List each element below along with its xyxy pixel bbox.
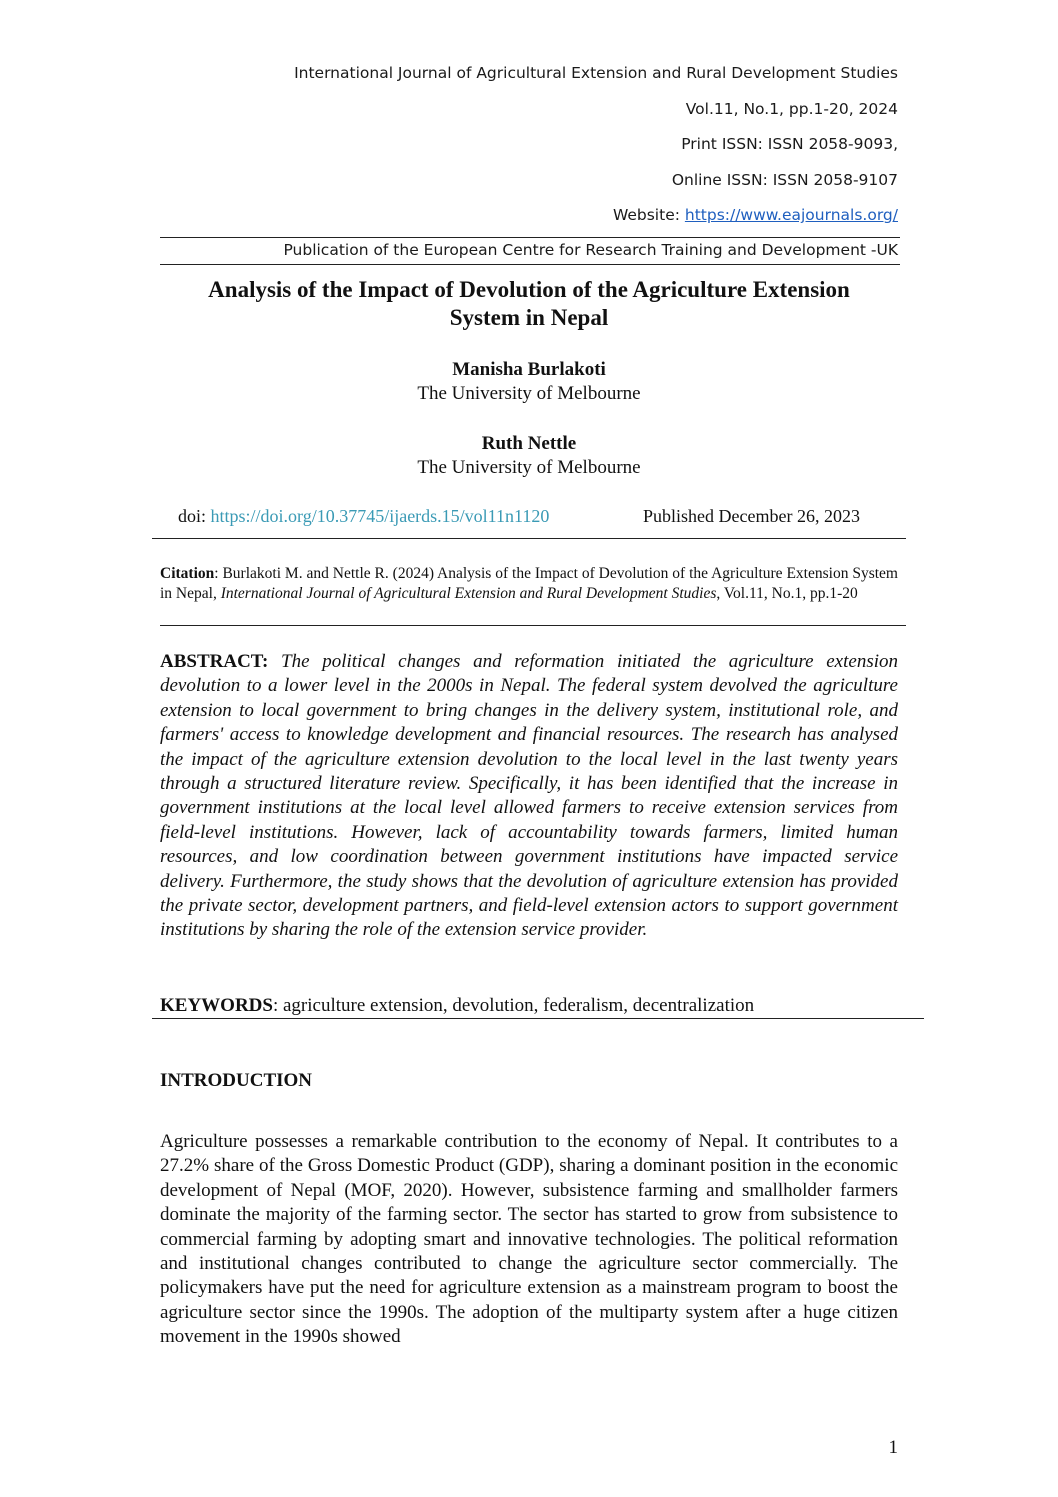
doi-divider [152, 538, 906, 539]
keywords-text: : agriculture extension, devolution, federalism, decentralization [272, 995, 755, 1016]
title-line-2: System in Nepal [449, 305, 609, 330]
citation-divider [160, 625, 906, 626]
header-divider [160, 237, 900, 238]
page-number: 1 [888, 1437, 898, 1458]
online-issn: Online ISSN: ISSN 2058-9107 [671, 171, 898, 189]
author-1 [0, 358, 1058, 406]
doi-line [178, 504, 549, 528]
doi-link[interactable]: https://doi.org/10.37745/ijaerds.15/vol11n1120 [210, 506, 550, 526]
author-affiliation: The University of Melbourne [417, 383, 641, 404]
citation-block [160, 564, 898, 603]
section-heading-introduction: INTRODUCTION [160, 1070, 313, 1091]
volume-info: Vol.11, No.1, pp.1-20, 2024 [685, 100, 898, 118]
abstract-text: The political changes and reformation initiated the agriculture extension devolution to a lower level in the 2000s in Nepal. The federal system devolved the agriculture extension to local government to bring changes in the delivery system, institutional role, and farmers' access to knowledge development and financial resources. The research has analysed the impact of the agriculture extension devolution to the local level in the last twenty years through a structured literature review. Specifically, it has been identified that the increase in government institutions at the local level allowed farmers to receive extension services from field-level institutions. However, lack of accountability towards farmers, limited human resources, and low coordination between government institutions have impacted service delivery. Furthermore, the study shows that the devolution of agriculture extension has provided the private sector, development partners, and field-level extension actors to support government institutions by sharing the role of the extension service provider. [160, 651, 898, 941]
keywords-label: KEYWORDS [160, 995, 273, 1016]
author-2 [0, 432, 1058, 480]
author-name: Ruth Nettle [481, 433, 577, 454]
keywords-divider [152, 1018, 924, 1019]
website-link[interactable]: https://www.eajournals.org/ [684, 206, 898, 224]
published-date: Published December 26, 2023 [643, 506, 860, 526]
publisher-line: Publication of the European Centre for Research Training and Development -UK [283, 241, 898, 259]
author-affiliation: The University of Melbourne [417, 457, 641, 478]
journal-name: International Journal of Agricultural Extension and Rural Development Studies [294, 64, 898, 82]
introduction-paragraph: Agriculture possesses a remarkable contribution to the economy of Nepal. It contributes to a 27.2% share of the Gross Domestic Product (GDP), sharing a dominant position in the economic development of Nepal (MOF, 2020). However, subsistence farming and smallholder farmers dominate the majority of the farming sector. The sector has started to grow from subsistence to commercial farming by adopting smart and innovative technologies. The political reformation and institutional changes contributed to change the agriculture sector commercially. The policymakers have put the need for agriculture extension as a mainstream program to boost the agriculture sector since the 1990s. The adoption of the multiparty system after a huge citizen movement in the 1990s showed [160, 1131, 898, 1348]
keywords [160, 994, 754, 1018]
abstract-label: ABSTRACT: [160, 651, 269, 672]
header-divider-bottom [160, 264, 900, 265]
print-issn: Print ISSN: ISSN 2058-9093, [681, 135, 898, 153]
article-title [150, 276, 908, 332]
citation-suffix: , Vol.11, No.1, pp.1-20 [716, 584, 858, 602]
title-line-1: Analysis of the Impact of Devolution of the Agriculture Extension [208, 277, 850, 302]
citation-journal: International Journal of Agricultural Extension and Rural Development Studies [220, 584, 717, 602]
abstract [160, 650, 898, 943]
doi-label: doi: [178, 506, 211, 526]
author-name: Manisha Burlakoti [452, 359, 606, 380]
website-line [613, 206, 898, 224]
citation-text: : Burlakoti M. and Nettle R. (2024) Analysis of the Impact of Devolution of the Agriculture Extension System in Nepal, [160, 565, 898, 602]
citation-label: Citation [160, 565, 215, 582]
website-label: Website: [612, 206, 685, 224]
